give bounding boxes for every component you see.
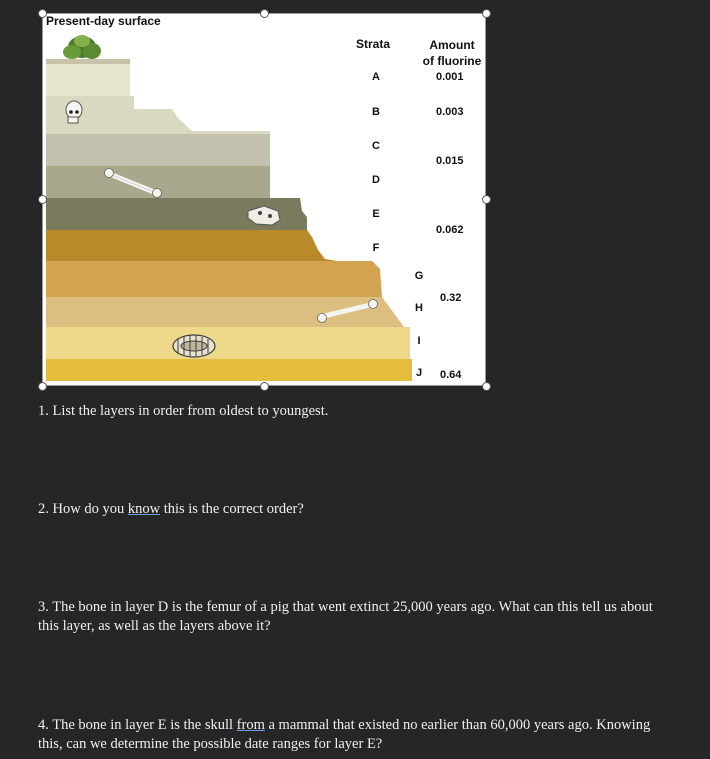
layer-g <box>46 261 382 297</box>
question-3-line1: 3. The bone in layer D is the femur of a pig that went extinct 25,000 years ago. What can this tell us about <box>38 599 653 615</box>
fluorine-value-c: 0.015 <box>436 155 464 167</box>
layer-c <box>46 134 270 166</box>
question-4-start: 4. The bone in layer E is the skull <box>38 717 237 733</box>
question-2-end: this is the correct order? <box>160 501 304 517</box>
fluorine-value-g: 0.32 <box>440 292 462 304</box>
question-3-line2: this layer, as well as the layers above it? <box>38 618 271 634</box>
layer-j <box>46 359 412 381</box>
resize-handle-left[interactable] <box>38 195 47 204</box>
question-3[interactable] <box>38 598 653 636</box>
strata-letter-d: D <box>372 174 380 186</box>
resize-handle-right[interactable] <box>482 195 491 204</box>
fluorine-value-j: 0.64 <box>440 369 462 381</box>
strata-letter-e: E <box>372 208 380 220</box>
question-4[interactable] <box>38 716 650 754</box>
strata-header: Strata <box>356 37 391 51</box>
fluorine-header <box>416 37 488 69</box>
fluorine-header-line2: of fluorine <box>422 54 482 68</box>
strata-letter-c: C <box>372 140 380 152</box>
bush-icon <box>46 35 130 64</box>
question-4-line2: this, can we determine the possible date ranges for layer E? <box>38 736 383 752</box>
resize-handle-bottom-left[interactable] <box>38 382 47 391</box>
fluorine-value-e: 0.062 <box>436 224 464 236</box>
trilobite-icon <box>173 335 215 357</box>
surface-label: Present-day surface <box>46 14 161 28</box>
question-2[interactable] <box>38 500 304 519</box>
strata-letter-f: F <box>372 242 380 254</box>
layer-i <box>46 327 410 359</box>
resize-handle-top-left[interactable] <box>38 9 47 18</box>
fluorine-value-a: 0.001 <box>436 71 464 83</box>
spelling-flag-from[interactable]: from <box>236 717 265 733</box>
strata-figure[interactable] <box>42 13 486 386</box>
question-1[interactable]: 1. List the layers in order from oldest to youngest. <box>38 403 329 419</box>
spelling-flag-know[interactable]: know <box>127 501 161 517</box>
fluorine-header-line1: Amount <box>429 38 475 52</box>
question-4-end: a mammal that existed no earlier than 60,000 years ago. Knowing <box>264 717 651 733</box>
strata-letter-h: H <box>415 302 423 314</box>
fluorine-value-b: 0.003 <box>436 106 464 118</box>
resize-handle-bottom-right[interactable] <box>482 382 491 391</box>
layer-f <box>46 230 337 261</box>
resize-handle-top-right[interactable] <box>482 9 491 18</box>
resize-handle-top[interactable] <box>260 9 269 18</box>
layer-a <box>46 64 130 96</box>
strata-letter-b: B <box>372 106 380 118</box>
strata-letter-j: J <box>415 367 423 379</box>
strata-letter-i: I <box>417 335 421 347</box>
question-2-start: 2. How do you <box>38 501 128 517</box>
question-4-line1 <box>38 716 650 735</box>
strata-letter-g: G <box>414 270 424 282</box>
strata-letter-a: A <box>372 71 380 83</box>
resize-handle-bottom[interactable] <box>260 382 269 391</box>
